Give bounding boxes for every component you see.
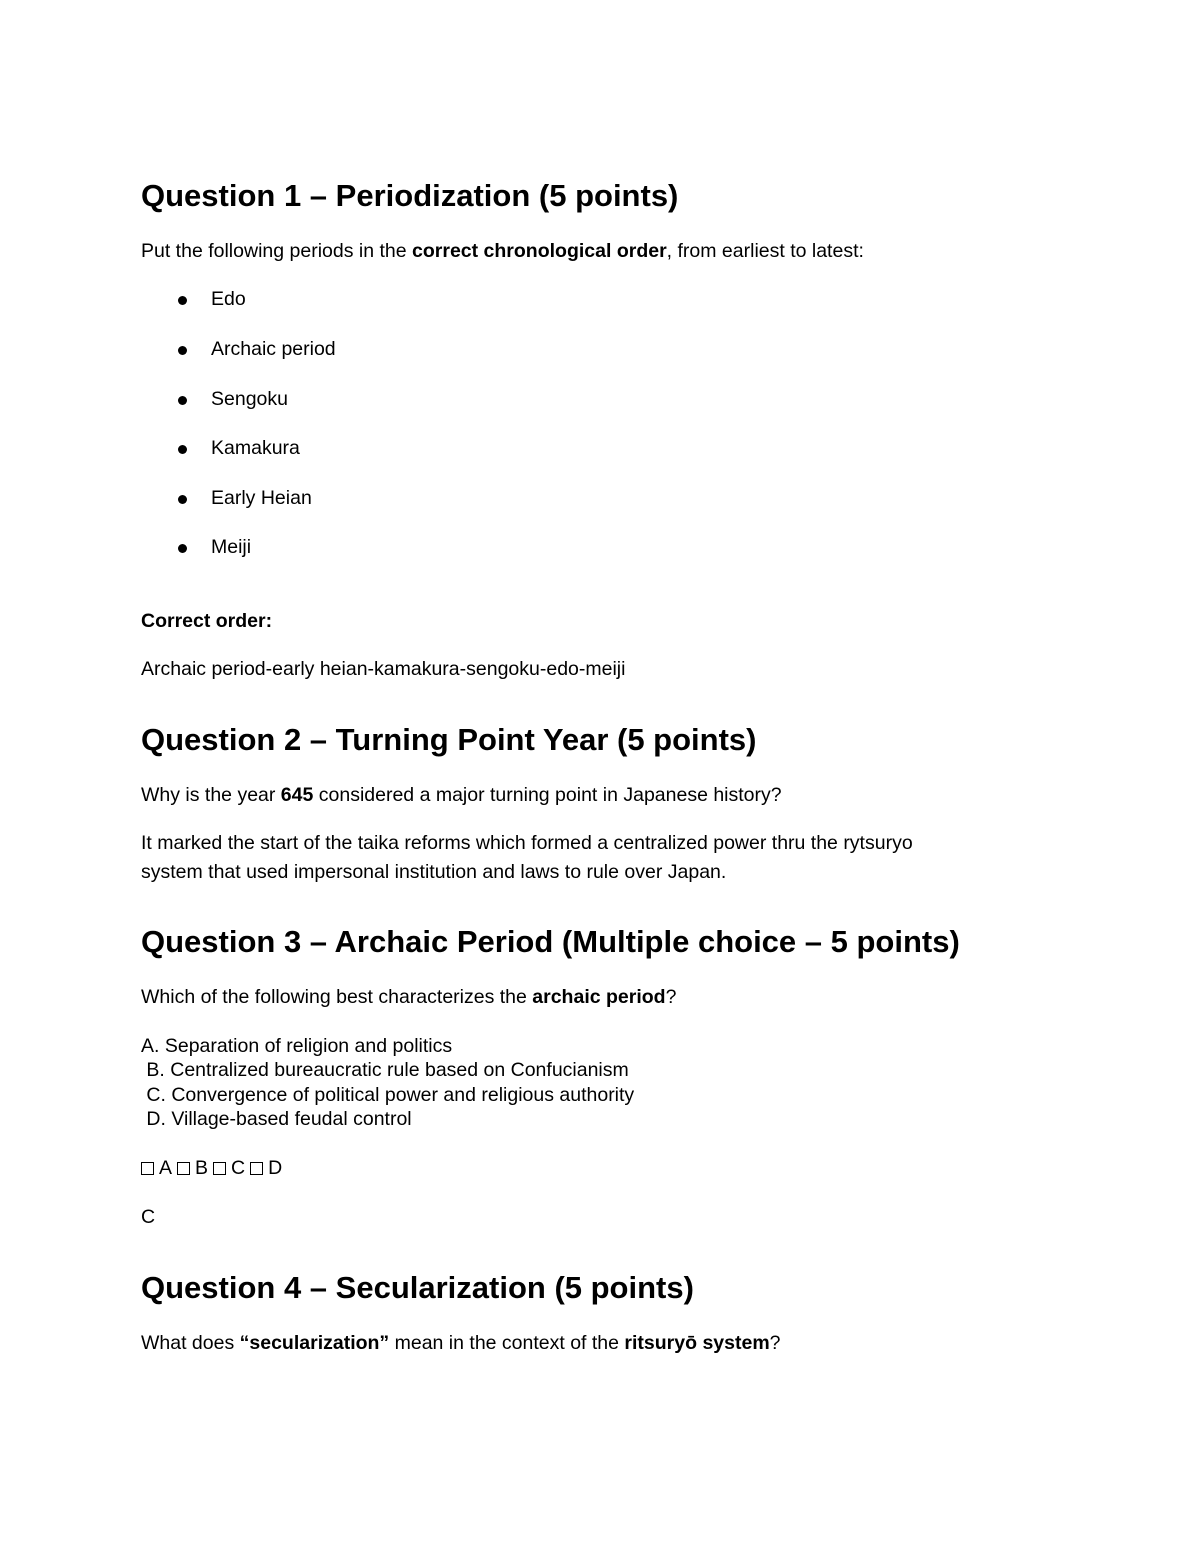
bullet-icon <box>178 346 187 355</box>
choice-b: B. Centralized bureaucratic rule based on Confucianism <box>141 1059 629 1081</box>
choice-a: A. Separation of religion and politics <box>141 1035 453 1057</box>
q2-prompt-text-end: considered a major turning point in Japanese history? <box>313 784 782 806</box>
q3-heading: Question 3 – Archaic Period (Multiple choice – 5 points) <box>141 924 960 959</box>
bullet-icon <box>178 495 187 504</box>
q4-prompt-bold-2: ritsuryō system <box>624 1332 770 1354</box>
q4-prompt-text: What does <box>141 1332 240 1354</box>
q2-answer-line-1: It marked the start of the taika reforms which formed a centralized power thru the rytsuryo <box>141 832 913 854</box>
list-item-label: Meiji <box>211 536 252 558</box>
checkbox-b-label: B <box>195 1157 209 1179</box>
q2-answer-line-2: system that used impersonal institution and laws to rule over Japan. <box>141 861 727 883</box>
q3-answer: C <box>141 1206 156 1228</box>
checkbox-b[interactable] <box>177 1162 190 1175</box>
bullet-icon <box>178 544 187 553</box>
q2-heading: Question 2 – Turning Point Year (5 points) <box>141 722 757 757</box>
checkbox-c-label: C <box>231 1157 246 1179</box>
q1-prompt-text-end: , from earliest to latest: <box>666 240 864 262</box>
q1-prompt-bold: correct chronological order <box>412 240 667 262</box>
q4-prompt <box>141 1334 781 1354</box>
q2-prompt-text: Why is the year <box>141 784 281 806</box>
q3-prompt <box>141 988 676 1008</box>
q1-prompt-text: Put the following periods in the <box>141 240 413 262</box>
checkbox-d[interactable] <box>250 1162 263 1175</box>
q1-answer: Archaic period-early heian-kamakura-sengoku-edo-meiji <box>141 658 626 680</box>
choice-d: D. Village-based feudal control <box>141 1108 412 1130</box>
list-item-label: Early Heian <box>211 487 312 509</box>
bullet-icon <box>178 296 187 305</box>
list-item-label: Kamakura <box>211 437 300 459</box>
list-item-label: Archaic period <box>211 338 336 360</box>
q4-heading: Question 4 – Secularization (5 points) <box>141 1270 694 1305</box>
bullet-icon <box>178 445 187 454</box>
choice-c: C. Convergence of political power and religious authority <box>141 1084 635 1106</box>
bullet-icon <box>178 396 187 405</box>
checkbox-a-label: A <box>159 1157 173 1179</box>
q1-prompt <box>141 242 864 262</box>
q1-heading: Question 1 – Periodization (5 points) <box>141 178 679 213</box>
list-item-label: Sengoku <box>211 388 288 410</box>
q3-prompt-text-end: ? <box>665 986 677 1008</box>
q3-answer-boxes <box>141 1159 287 1179</box>
q3-prompt-bold: archaic period <box>532 986 666 1008</box>
q2-prompt-bold: 645 <box>280 784 314 806</box>
list-item-label: Edo <box>211 288 246 310</box>
q4-prompt-text-end: ? <box>769 1332 781 1354</box>
checkbox-a[interactable] <box>141 1162 154 1175</box>
q4-prompt-text-mid: mean in the context of the <box>389 1332 625 1354</box>
q1-answer-label: Correct order: <box>141 610 273 632</box>
q2-prompt <box>141 786 782 806</box>
q4-prompt-bold-1: “secularization” <box>239 1332 390 1354</box>
q3-prompt-text: Which of the following best characterizes the <box>141 986 533 1008</box>
checkbox-d-label: D <box>268 1157 283 1179</box>
checkbox-c[interactable] <box>213 1162 226 1175</box>
